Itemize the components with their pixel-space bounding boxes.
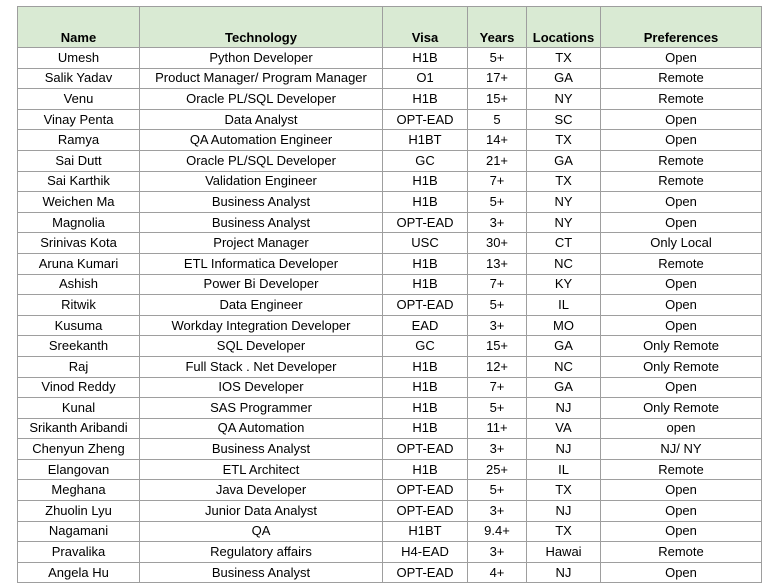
cell-name: Ritwik — [18, 295, 140, 316]
cell-technology: Business Analyst — [140, 212, 383, 233]
cell-name: Kusuma — [18, 315, 140, 336]
cell-preference: Open — [601, 274, 762, 295]
table-row — [18, 68, 762, 89]
cell-visa: H1B — [383, 48, 468, 69]
table-row — [18, 274, 762, 295]
cell-name: Raj — [18, 356, 140, 377]
table-row — [18, 439, 762, 460]
cell-name: Ashish — [18, 274, 140, 295]
header-visa: Visa — [383, 7, 468, 48]
cell-technology: Oracle PL/SQL Developer — [140, 150, 383, 171]
cell-name: Sreekanth — [18, 336, 140, 357]
cell-technology: Java Developer — [140, 480, 383, 501]
table-row — [18, 212, 762, 233]
table-row — [18, 418, 762, 439]
cell-years: 5+ — [468, 192, 527, 213]
cell-years: 5+ — [468, 480, 527, 501]
cell-technology: Business Analyst — [140, 439, 383, 460]
cell-name: Chenyun Zheng — [18, 439, 140, 460]
cell-technology: Data Engineer — [140, 295, 383, 316]
cell-preference: Open — [601, 130, 762, 151]
table-row — [18, 542, 762, 563]
cell-years: 3+ — [468, 315, 527, 336]
cell-preference: Only Remote — [601, 398, 762, 419]
cell-preference: Remote — [601, 542, 762, 563]
cell-visa: H1B — [383, 459, 468, 480]
table-row — [18, 459, 762, 480]
cell-preference: Only Remote — [601, 356, 762, 377]
cell-visa: USC — [383, 233, 468, 254]
cell-visa: OPT-EAD — [383, 480, 468, 501]
cell-technology: Oracle PL/SQL Developer — [140, 89, 383, 110]
candidates-table — [17, 6, 762, 583]
cell-years: 11+ — [468, 418, 527, 439]
table-row — [18, 89, 762, 110]
cell-technology: Validation Engineer — [140, 171, 383, 192]
header-technology: Technology — [140, 7, 383, 48]
cell-name: Umesh — [18, 48, 140, 69]
cell-technology: Data Analyst — [140, 109, 383, 130]
cell-visa: OPT-EAD — [383, 439, 468, 460]
cell-technology: ETL Informatica Developer — [140, 253, 383, 274]
table-row — [18, 521, 762, 542]
cell-technology: Full Stack . Net Developer — [140, 356, 383, 377]
cell-technology: Product Manager/ Program Manager — [140, 68, 383, 89]
header-locations: Locations — [527, 7, 601, 48]
cell-visa: OPT-EAD — [383, 501, 468, 522]
cell-location: SC — [527, 109, 601, 130]
cell-years: 3+ — [468, 501, 527, 522]
cell-visa: EAD — [383, 315, 468, 336]
table-row — [18, 48, 762, 69]
cell-location: NC — [527, 356, 601, 377]
cell-location: IL — [527, 459, 601, 480]
cell-years: 9.4+ — [468, 521, 527, 542]
cell-technology: Regulatory affairs — [140, 542, 383, 563]
cell-preference: Open — [601, 192, 762, 213]
cell-location: KY — [527, 274, 601, 295]
cell-location: NJ — [527, 501, 601, 522]
cell-location: NJ — [527, 439, 601, 460]
cell-years: 3+ — [468, 212, 527, 233]
cell-visa: OPT-EAD — [383, 212, 468, 233]
cell-years: 7+ — [468, 274, 527, 295]
cell-location: NY — [527, 192, 601, 213]
cell-location: IL — [527, 295, 601, 316]
cell-preference: Open — [601, 295, 762, 316]
cell-years: 15+ — [468, 336, 527, 357]
cell-location: VA — [527, 418, 601, 439]
table-row — [18, 377, 762, 398]
cell-preference: Remote — [601, 68, 762, 89]
cell-technology: Project Manager — [140, 233, 383, 254]
cell-technology: SQL Developer — [140, 336, 383, 357]
cell-years: 17+ — [468, 68, 527, 89]
cell-visa: H1BT — [383, 130, 468, 151]
cell-years: 4+ — [468, 562, 527, 583]
cell-name: Weichen Ma — [18, 192, 140, 213]
cell-name: Sai Dutt — [18, 150, 140, 171]
cell-preference: Open — [601, 48, 762, 69]
cell-location: GA — [527, 377, 601, 398]
cell-name: Meghana — [18, 480, 140, 501]
cell-visa: H1B — [383, 398, 468, 419]
cell-location: TX — [527, 480, 601, 501]
cell-technology: SAS Programmer — [140, 398, 383, 419]
cell-name: Magnolia — [18, 212, 140, 233]
cell-preference: Open — [601, 315, 762, 336]
cell-preference: Open — [601, 377, 762, 398]
table-row — [18, 295, 762, 316]
cell-visa: H1B — [383, 192, 468, 213]
cell-visa: OPT-EAD — [383, 295, 468, 316]
cell-name: Angela Hu — [18, 562, 140, 583]
cell-visa: H1B — [383, 274, 468, 295]
cell-technology: Workday Integration Developer — [140, 315, 383, 336]
cell-name: Pravalika — [18, 542, 140, 563]
table-row — [18, 356, 762, 377]
header-years: Years — [468, 7, 527, 48]
cell-visa: H1B — [383, 171, 468, 192]
table-body — [18, 48, 762, 583]
cell-visa: H1B — [383, 418, 468, 439]
table-row — [18, 336, 762, 357]
cell-visa: H1BT — [383, 521, 468, 542]
cell-visa: H1B — [383, 356, 468, 377]
cell-location: NY — [527, 212, 601, 233]
cell-preference: Remote — [601, 150, 762, 171]
table-row — [18, 398, 762, 419]
cell-technology: Junior Data Analyst — [140, 501, 383, 522]
cell-preference: Remote — [601, 459, 762, 480]
cell-technology: Python Developer — [140, 48, 383, 69]
cell-years: 13+ — [468, 253, 527, 274]
cell-technology: QA — [140, 521, 383, 542]
cell-years: 12+ — [468, 356, 527, 377]
cell-name: Venu — [18, 89, 140, 110]
cell-name: Ramya — [18, 130, 140, 151]
cell-name: Srikanth Aribandi — [18, 418, 140, 439]
table-row — [18, 253, 762, 274]
cell-preference: open — [601, 418, 762, 439]
cell-preference: Remote — [601, 253, 762, 274]
cell-name: Vinod Reddy — [18, 377, 140, 398]
cell-location: TX — [527, 48, 601, 69]
cell-technology: QA Automation Engineer — [140, 130, 383, 151]
cell-technology: Business Analyst — [140, 192, 383, 213]
cell-location: GA — [527, 150, 601, 171]
cell-visa: OPT-EAD — [383, 109, 468, 130]
cell-name: Sai Karthik — [18, 171, 140, 192]
cell-visa: GC — [383, 336, 468, 357]
table-row — [18, 109, 762, 130]
cell-name: Aruna Kumari — [18, 253, 140, 274]
cell-years: 25+ — [468, 459, 527, 480]
table-row — [18, 480, 762, 501]
cell-years: 14+ — [468, 130, 527, 151]
cell-preference: Open — [601, 109, 762, 130]
cell-years: 7+ — [468, 171, 527, 192]
cell-technology: Business Analyst — [140, 562, 383, 583]
cell-years: 3+ — [468, 439, 527, 460]
table-row — [18, 501, 762, 522]
cell-preference: Open — [601, 501, 762, 522]
cell-visa: O1 — [383, 68, 468, 89]
cell-preference: Open — [601, 521, 762, 542]
cell-location: MO — [527, 315, 601, 336]
table-row — [18, 150, 762, 171]
cell-years: 30+ — [468, 233, 527, 254]
cell-visa: H4-EAD — [383, 542, 468, 563]
cell-location: NC — [527, 253, 601, 274]
cell-location: Hawai — [527, 542, 601, 563]
cell-preference: Only Remote — [601, 336, 762, 357]
cell-visa: H1B — [383, 89, 468, 110]
cell-location: NJ — [527, 398, 601, 419]
cell-technology: QA Automation — [140, 418, 383, 439]
cell-visa: H1B — [383, 377, 468, 398]
cell-years: 7+ — [468, 377, 527, 398]
cell-location: NY — [527, 89, 601, 110]
header-row — [18, 7, 762, 48]
header-preferences: Preferences — [601, 7, 762, 48]
cell-name: Srinivas Kota — [18, 233, 140, 254]
cell-years: 15+ — [468, 89, 527, 110]
cell-location: GA — [527, 336, 601, 357]
cell-name: Elangovan — [18, 459, 140, 480]
cell-years: 5+ — [468, 295, 527, 316]
cell-name: Kunal — [18, 398, 140, 419]
cell-location: GA — [527, 68, 601, 89]
cell-preference: Open — [601, 480, 762, 501]
cell-name: Salik Yadav — [18, 68, 140, 89]
cell-years: 5+ — [468, 398, 527, 419]
cell-location: CT — [527, 233, 601, 254]
cell-preference: Remote — [601, 89, 762, 110]
table-row — [18, 315, 762, 336]
table-row — [18, 171, 762, 192]
cell-preference: Open — [601, 212, 762, 233]
cell-visa: GC — [383, 150, 468, 171]
cell-years: 21+ — [468, 150, 527, 171]
cell-years: 5 — [468, 109, 527, 130]
cell-name: Nagamani — [18, 521, 140, 542]
cell-location: TX — [527, 130, 601, 151]
cell-location: TX — [527, 171, 601, 192]
header-name: Name — [18, 7, 140, 48]
cell-preference: Remote — [601, 171, 762, 192]
cell-preference: Open — [601, 562, 762, 583]
cell-visa: OPT-EAD — [383, 562, 468, 583]
cell-technology: IOS Developer — [140, 377, 383, 398]
table-row — [18, 233, 762, 254]
cell-preference: NJ/ NY — [601, 439, 762, 460]
cell-years: 5+ — [468, 48, 527, 69]
cell-name: Vinay Penta — [18, 109, 140, 130]
cell-location: NJ — [527, 562, 601, 583]
cell-name: Zhuolin Lyu — [18, 501, 140, 522]
cell-technology: Power Bi Developer — [140, 274, 383, 295]
cell-visa: H1B — [383, 253, 468, 274]
cell-preference: Only Local — [601, 233, 762, 254]
table-row — [18, 192, 762, 213]
cell-location: TX — [527, 521, 601, 542]
table-row — [18, 130, 762, 151]
cell-technology: ETL Architect — [140, 459, 383, 480]
cell-years: 3+ — [468, 542, 527, 563]
